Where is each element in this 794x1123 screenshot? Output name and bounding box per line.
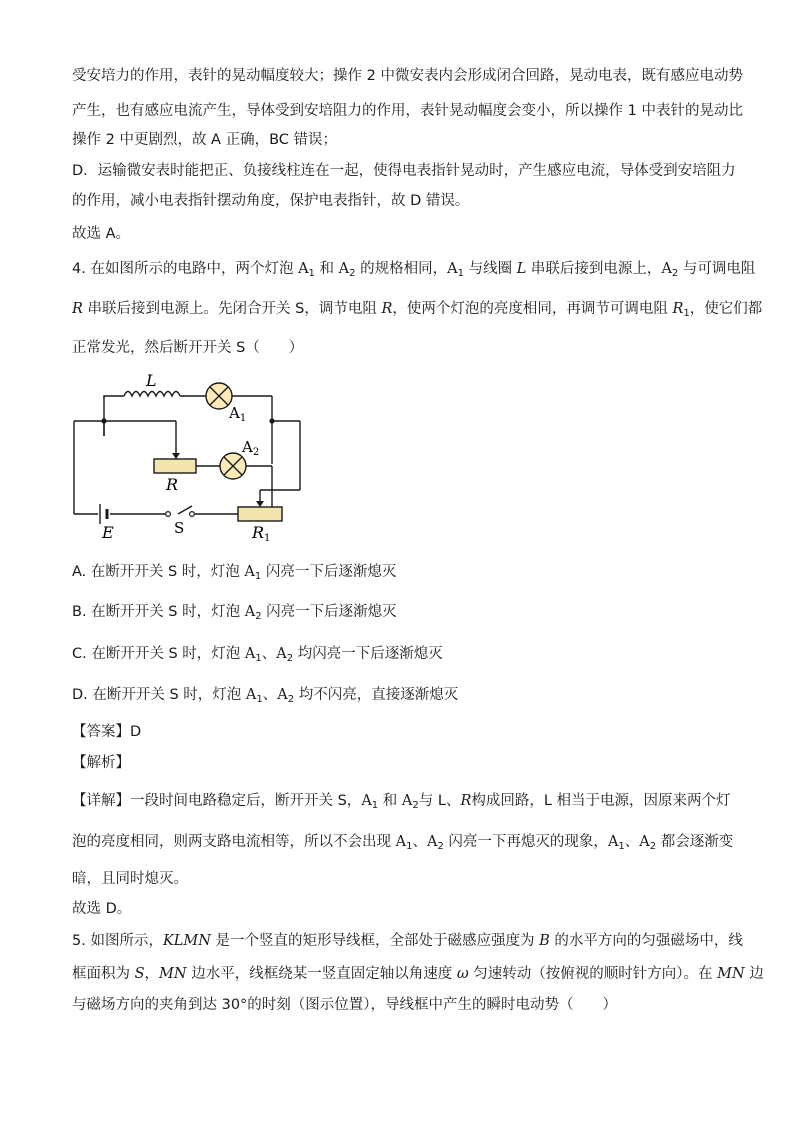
choose-line: 故选 D。 xyxy=(72,901,132,917)
text-line: D．运输微安表时能把正、负接线柱连在一起，使得电表指针晃动时，产生感应电流，导体受到安培阻力 xyxy=(72,163,736,179)
option-c: C. 在断开开关 S 时，灯泡 $A_1$、$A_2$ 均闪亮一下后逐渐熄灭 xyxy=(72,646,443,664)
text-line: 产生，也有感应电流产生，导体受到安培阻力的作用，表针晃动幅度会变小，所以操作 1 中表针的晃动比 xyxy=(72,103,743,119)
question-5-line-3: 与磁场方向的夹角到达 30°的时刻（图示位置），导线框中产生的瞬时电动势（ ） xyxy=(72,997,618,1013)
label-E: E xyxy=(102,523,114,542)
question-4-line-3: 正常发光，然后断开开关 S（ ） xyxy=(72,340,304,356)
question-4-line-1: 4. 在如图所示的电路中，两个灯泡 $A_1$ 和 $A_2$ 的规格相同，$A_1$ 与线圈 L 串联后接到电源上，$A_2$ 与可调电阻 xyxy=(72,261,756,279)
question-5-line-1: 5. 如图所示，KLMN 是一个竖直的矩形导线框，全部处于磁感应强度为 B 的水平方向的匀强磁场中，线 xyxy=(72,933,743,949)
text-line: 的作用，减小电表指针摆动角度，保护电表指针，故 D 错误。 xyxy=(72,193,470,209)
text-line: 操作 2 中更剧烈，故 A 正确，BC 错误； xyxy=(72,132,338,148)
label-R1: R1 xyxy=(252,523,271,544)
label-A1: $A_1$ xyxy=(229,404,247,424)
option-b: B. 在断开开关 S 时，灯泡 $A_2$ 闪亮一下后逐渐熄灭 xyxy=(72,604,397,622)
question-4-line-2: R 串联后接到电源上。先闭合开关 S，调节电阻 R，使两个灯泡的亮度相同，再调节可调电阻 $R_1$，使它们都 xyxy=(72,301,763,319)
label-L: L xyxy=(146,371,157,390)
analysis-label: 【解析】 xyxy=(72,755,130,771)
label-R: R xyxy=(166,475,179,494)
option-a: A. 在断开开关 S 时，灯泡 $A_1$ 闪亮一下后逐渐熄灭 xyxy=(72,564,397,582)
answer-line: 【答案】D xyxy=(72,724,142,740)
circuit-diagram xyxy=(66,366,326,546)
label-A2: $A_2$ xyxy=(242,438,260,458)
detail-line-1: 【详解】一段时间电路稳定后，断开开关 S，$A_1$ 和 $A_2$与 L、R构成回路，L 相当于电源，因原来两个灯 xyxy=(72,793,731,811)
text-line: 受安培力的作用，表针的晃动幅度较大；操作 2 中微安表内会形成闭合回路，晃动电表，既有感应电动势 xyxy=(72,68,743,84)
detail-line-3: 暗，且同时熄灭。 xyxy=(72,871,188,887)
detail-line-2: 泡的亮度相同，则两支路电流相等，所以不会出现 $A_1$、$A_2$ 闪亮一下再熄灭的现象，$A_1$、$A_2$ 都会逐渐变 xyxy=(72,834,734,852)
question-5-line-2: 框面积为 S，MN 边水平，线框绕某一竖直固定轴以角速度 ω 匀速转动（按俯视的顺时针方向）。在 MN 边 xyxy=(72,966,764,982)
label-S: S xyxy=(174,519,185,537)
option-d: D. 在断开开关 S 时，灯泡 $A_1$、$A_2$ 均不闪亮，直接逐渐熄灭 xyxy=(72,687,459,705)
text-line: 故选 A。 xyxy=(72,226,131,242)
